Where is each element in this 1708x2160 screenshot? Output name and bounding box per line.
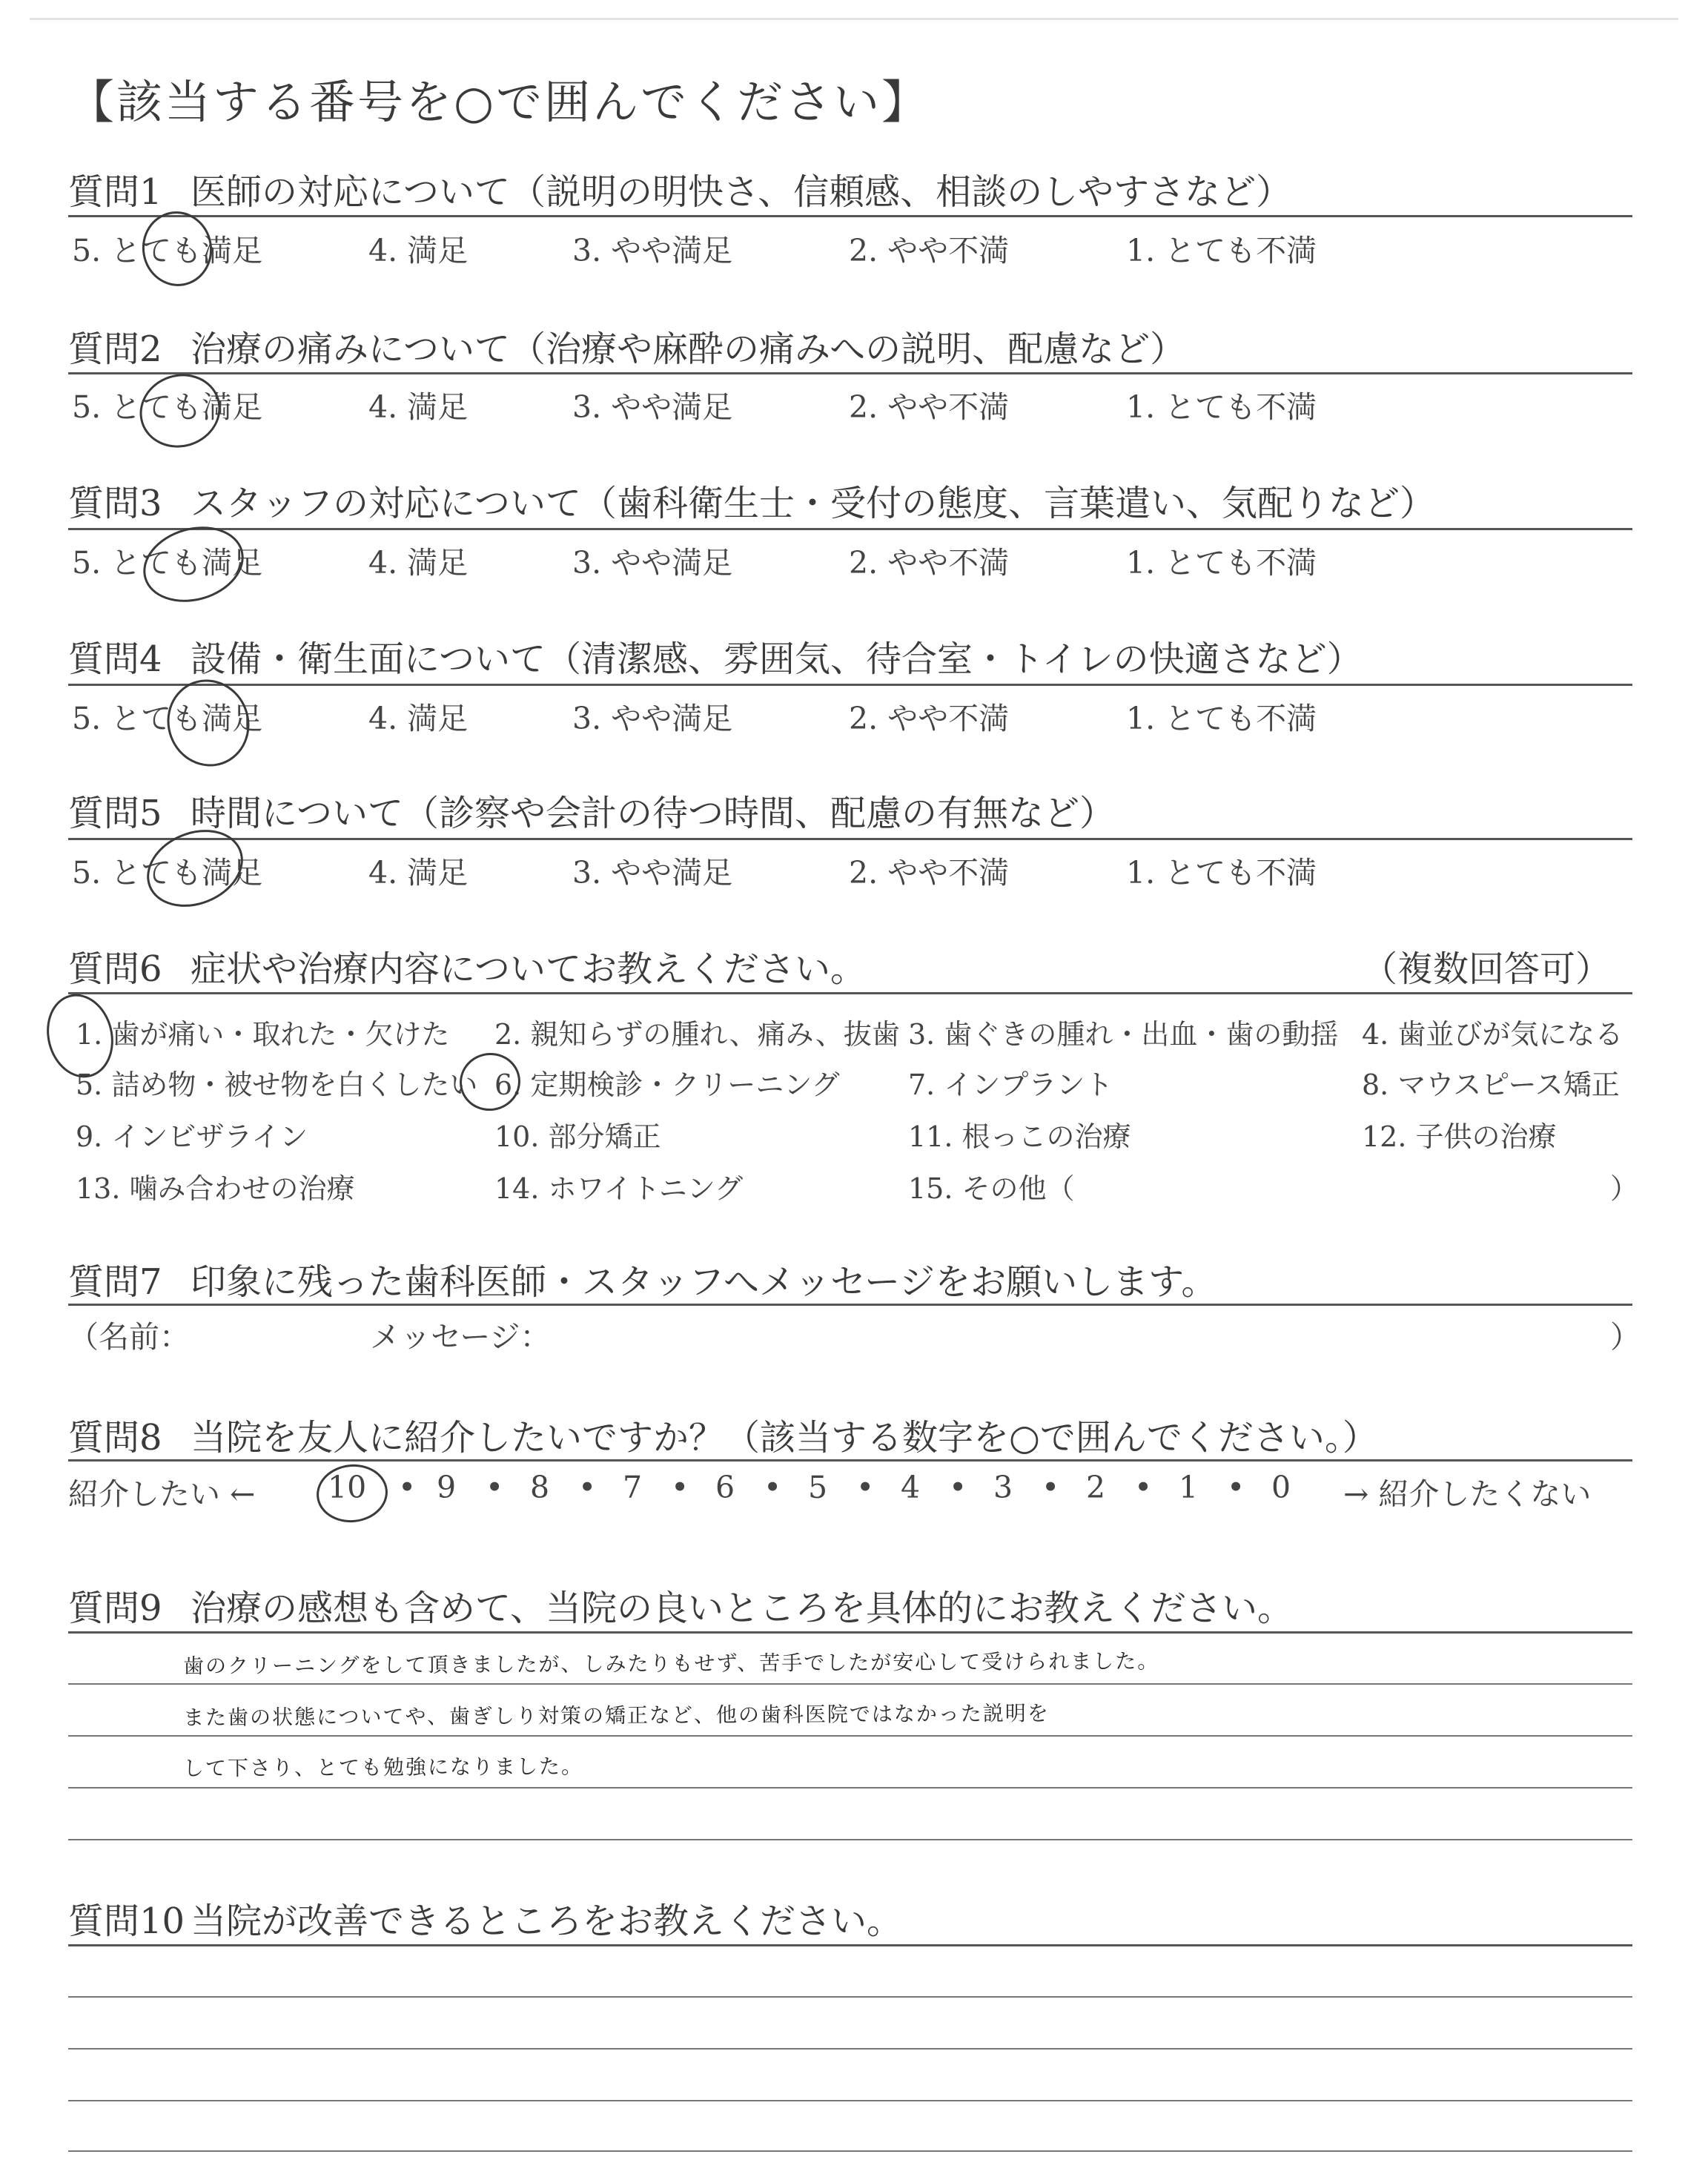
question-6-note: （複数回答可） [1362,948,1612,990]
question-8-number: 質問8 [68,1417,162,1459]
q6-option-11[interactable]: 11. 根っこの治療 [908,1120,1131,1153]
q8-score-9[interactable]: 9 [437,1470,457,1505]
q6-selection-circle-6 [455,1048,525,1115]
q6-option-5[interactable]: 5. 詰め物・被せ物を白くしたい [76,1069,478,1101]
q2-selection-circle [130,363,231,458]
q3-option-4[interactable]: 4. 満足 [368,545,469,581]
q6-option-2[interactable]: 2. 親知らずの腫れ、痛み、抜歯 [494,1018,900,1051]
question-1-number: 質問1 [68,171,162,213]
improve-line-4 [68,2150,1632,2152]
q4-option-2[interactable]: 2. やや不満 [849,701,1010,736]
question-7-number: 質問7 [68,1261,162,1303]
q1-option-4[interactable]: 4. 満足 [368,233,469,268]
q8-right-label: → 紹介したくない [1343,1476,1592,1512]
q7-name-label: （名前： [68,1319,190,1355]
q8-sep-9: • [1134,1470,1153,1505]
question-4 [68,630,1363,681]
question-1-text: 医師の対応について（説明の明快さ、信頼感、相談のしやすさなど） [191,171,1292,213]
q8-score-5[interactable]: 5 [808,1470,828,1505]
question-8-rule [68,1459,1632,1462]
q2-option-1[interactable]: 1. とても不満 [1126,389,1317,425]
q8-score-8[interactable]: 8 [530,1470,550,1505]
q1-selection-circle [136,206,218,292]
q8-score-2[interactable]: 2 [1086,1470,1106,1505]
q8-score-10[interactable]: 10 [328,1470,367,1505]
q4-option-5[interactable]: 5. とても満足 [72,701,263,736]
q6-option-9[interactable]: 9. インビザライン [76,1120,308,1153]
question-2-number: 質問2 [68,328,162,370]
question-6-number: 質問6 [68,948,162,990]
q3-option-1[interactable]: 1. とても不満 [1126,545,1317,581]
question-3-text: スタッフの対応について（歯科衛生士・受付の態度、言葉遣い、気配りなど） [191,483,1436,524]
question-4-text: 設備・衛生面について（清潔感、雰囲気、待合室・トイレの快適さなど） [191,638,1363,680]
q2-option-3[interactable]: 3. やや満足 [572,389,733,425]
question-8-text: 当院を友人に紹介したいですか？（該当する数字を○で囲んでください。） [191,1417,1378,1459]
q4-option-4[interactable]: 4. 満足 [368,701,469,736]
question-10-number: 質問10 [68,1900,185,1942]
q8-sep-10: • [1227,1470,1245,1505]
question-7-text: 印象に残った歯科医師・スタッフへメッセージをお願いします。 [191,1261,1217,1303]
question-8 [68,1409,1378,1460]
q8-score-0[interactable]: 0 [1271,1470,1291,1505]
q8-score-4[interactable]: 4 [901,1470,921,1505]
q1-option-5[interactable]: 5. とても満足 [72,233,263,268]
question-7 [68,1253,1217,1304]
q8-sep-7: • [949,1470,967,1505]
q6-option-15-close: ） [1610,1172,1639,1205]
q6-option-13[interactable]: 13. 噛み合わせの治療 [76,1172,355,1205]
q9-answer-line-3: して下さり、とても勉強になりました。 [182,1754,584,1781]
question-10 [68,1892,902,1943]
q2-option-4[interactable]: 4. 満足 [368,389,469,425]
question-1-rule [68,215,1632,217]
q8-sep-5: • [764,1470,782,1505]
question-5-text: 時間について（診察や会計の待つ時間、配慮の有無など） [191,793,1116,834]
q8-score-3[interactable]: 3 [993,1470,1013,1505]
q3-option-2[interactable]: 2. やや不満 [849,545,1010,581]
question-6-rule [68,992,1632,994]
q6-option-4[interactable]: 4. 歯並びが気になる [1362,1018,1623,1051]
q7-close-paren: ） [1610,1319,1641,1355]
q8-sep-1: • [398,1470,417,1505]
survey-form [68,0,1641,2160]
q3-option-3[interactable]: 3. やや満足 [572,545,733,581]
question-4-rule [68,684,1632,686]
q8-selection-circle [314,1461,391,1526]
question-4-number: 質問4 [68,638,162,680]
question-6-text: 症状や治療内容についてお教えください。 [191,948,867,990]
answer-line-1 [68,1683,1632,1685]
q6-option-7[interactable]: 7. インプラント [908,1069,1113,1101]
answer-line-4 [68,1839,1632,1840]
question-9-rule [68,1631,1632,1634]
q6-option-8[interactable]: 8. マウスピース矯正 [1362,1069,1620,1101]
question-1 [68,163,1291,214]
q8-sep-2: • [486,1470,504,1505]
question-5-number: 質問5 [68,793,162,834]
q7-message-label: メッセージ： [370,1319,551,1355]
q1-option-1[interactable]: 1. とても不満 [1126,233,1317,268]
q3-option-5[interactable]: 5. とても満足 [72,545,263,581]
q8-sep-3: • [578,1470,597,1505]
q8-score-1[interactable]: 1 [1179,1470,1199,1505]
answer-line-3 [68,1787,1632,1789]
question-9-number: 質問9 [68,1588,162,1629]
q6-option-1[interactable]: 1. 歯が痛い・取れた・欠けた [76,1018,450,1051]
question-10-rule [68,1944,1632,1946]
improve-line-1 [68,1996,1632,1998]
q1-option-3[interactable]: 3. やや満足 [572,233,733,268]
q8-score-7[interactable]: 7 [623,1470,643,1505]
question-5-rule [68,838,1632,840]
q6-option-6[interactable]: 6. 定期検診・クリーニング [494,1069,840,1101]
q5-option-2[interactable]: 2. やや不満 [849,855,1010,891]
question-2-text: 治療の痛みについて（治療や麻酔の痛みへの説明、配慮など） [191,328,1186,370]
question-3-rule [68,528,1632,530]
q5-option-4[interactable]: 4. 満足 [368,855,469,891]
q6-option-12[interactable]: 12. 子供の治療 [1362,1120,1557,1153]
question-9 [68,1579,1293,1631]
q6-option-3[interactable]: 3. 歯ぐきの腫れ・出血・歯の動揺 [908,1018,1339,1051]
q9-answer-line-2: また歯の状態についてや、歯ぎしり対策の矯正など、他の歯科医院ではなかった説明を [182,1700,1050,1731]
question-3-number: 質問3 [68,483,162,524]
q5-option-1[interactable]: 1. とても不満 [1126,855,1317,891]
q4-option-1[interactable]: 1. とても不満 [1126,701,1317,736]
question-7-rule [68,1304,1632,1306]
q6-option-10[interactable]: 10. 部分矯正 [494,1120,661,1153]
q2-option-5[interactable]: 5. とても満足 [72,389,263,425]
q8-score-6[interactable]: 6 [715,1470,735,1505]
question-5 [68,785,1115,836]
answer-line-2 [68,1735,1632,1737]
form-title: 【該当する番号を○で囲んでください】 [68,75,930,129]
q1-option-2[interactable]: 2. やや不満 [849,233,1010,268]
improve-line-3 [68,2100,1632,2101]
q6-option-15[interactable]: 15. その他（ [908,1172,1075,1205]
q5-option-5[interactable]: 5. とても満足 [72,855,263,891]
q9-answer-line-1: 歯のクリーニングをして頂きましたが、しみたりもせず、苦手でしたが安心して受けられました。 [182,1648,1160,1679]
q8-sep-8: • [1042,1470,1060,1505]
q2-option-2[interactable]: 2. やや不満 [849,389,1010,425]
improve-line-2 [68,2048,1632,2050]
question-2 [68,320,1185,371]
question-6 [68,940,866,991]
q8-sep-4: • [671,1470,689,1505]
q4-option-3[interactable]: 3. やや満足 [572,701,733,736]
q8-sep-6: • [856,1470,875,1505]
q5-option-3[interactable]: 3. やや満足 [572,855,733,891]
q8-left-label: 紹介したい ← [68,1476,256,1512]
question-2-rule [68,372,1632,374]
question-3 [68,475,1435,526]
question-10-text: 当院が改善できるところをお教えください。 [191,1900,903,1942]
question-9-text: 治療の感想も含めて、当院の良いところを具体的にお教えください。 [191,1588,1294,1629]
q6-option-14[interactable]: 14. ホワイトニング [494,1172,744,1205]
